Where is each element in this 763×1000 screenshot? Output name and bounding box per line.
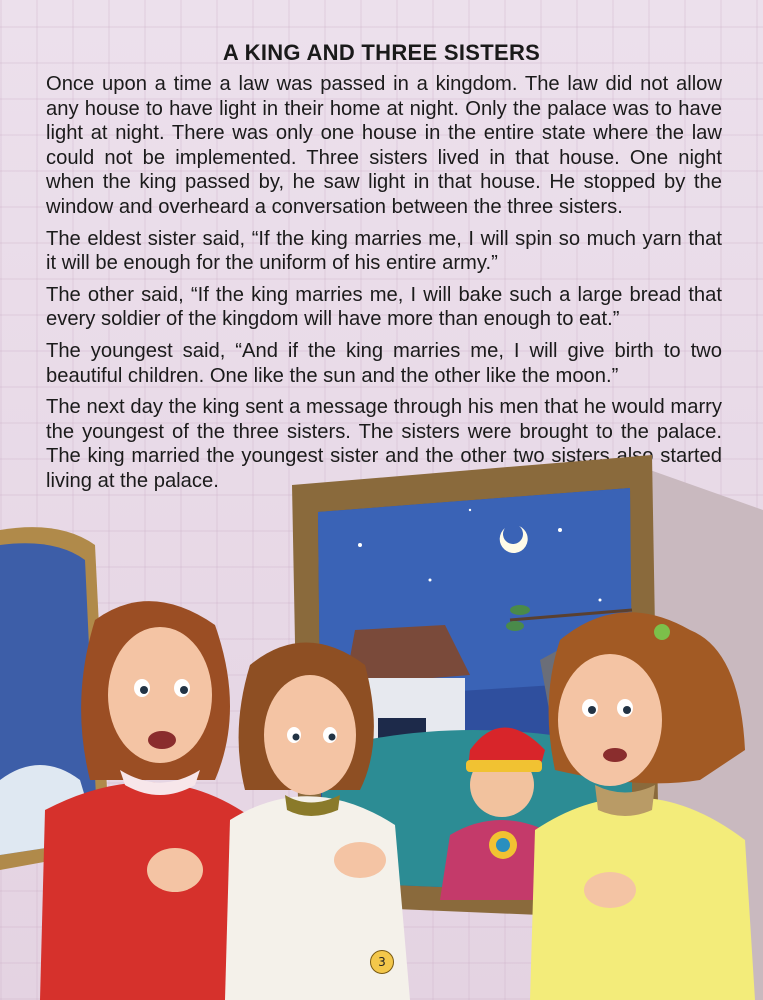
story-illustration xyxy=(0,450,763,1000)
paragraph-2: The eldest sister said, “If the king marries me, I will spin so much yarn that it will be enough for the uniform of his entire army.” xyxy=(46,227,722,275)
story-title: A KING AND THREE SISTERS xyxy=(222,40,541,65)
paragraph-5: The next day the king sent a message through his men that he would marry the youngest of the three sisters. The sisters were brought to the palace. The king married the youngest sister and the other two sisters also started living at the palace. xyxy=(46,396,722,492)
paragraph-4: The youngest said, “And if the king marries me, I will give birth to two beautiful children. One like the sun and the other like the moon.” xyxy=(46,339,722,387)
paragraph-1: Once upon a time a law was passed in a kingdom. The law did not allow any house to have light in their home at night. Only the palace was to have light at night. There was only one house in the entire state where the law could not be implemented. Three sisters lived in that house. One night when the king passed by, he saw light in that house. He stopped by the window and overheard a conversation between the three sisters. xyxy=(46,73,722,218)
paragraph-3: The other said, “If the king marries me, I will bake such a large bread that every soldier of the kingdom will have more than enough to eat.” xyxy=(46,283,722,331)
page-number: 3 xyxy=(370,950,394,974)
story-text xyxy=(46,72,722,501)
